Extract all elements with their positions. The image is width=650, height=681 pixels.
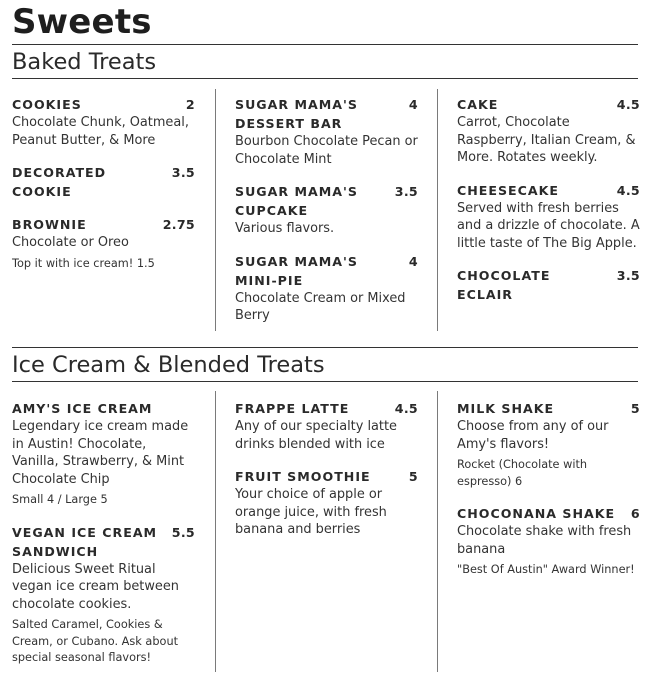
menu-item [12, 523, 195, 667]
menu-item-price: 4.5 [616, 97, 640, 112]
menu-item-name: BROWNIE [12, 217, 87, 232]
menu-item-name: CAKE [457, 97, 499, 112]
column-divider [437, 391, 438, 672]
menu-item [235, 182, 418, 238]
menu-item-description: Legendary ice cream made in Austin! Chocolate, Vanilla, Strawberry, & Mint Chocolate Chip [12, 419, 189, 487]
menu-item-price: 5.5 [171, 524, 195, 540]
menu-item-header [12, 95, 195, 114]
menu-item-price: 4 [408, 253, 418, 269]
menu-item-description: Chocolate Chunk, Oatmeal, Peanut Butter, & More [12, 115, 189, 148]
menu-item-name: AMY'S ICE CREAM [12, 401, 153, 416]
column-divider [437, 89, 438, 331]
menu-item-description: Your choice of apple or orange juice, with fresh banana and berries [235, 487, 387, 537]
menu-item-price: 5 [408, 469, 418, 484]
menu-item [12, 215, 195, 272]
menu-item-note: Top it with ice cream! 1.5 [12, 256, 155, 270]
menu-item-name: DECORATED COOKIE [12, 165, 107, 199]
menu-item-description: Carrot, Chocolate Raspberry, Italian Cream, & More. Rotates weekly. [457, 115, 636, 165]
section-title-ice-cream: Ice Cream & Blended Treats [12, 352, 325, 378]
menu-item-note: Small 4 / Large 5 [12, 493, 108, 506]
menu-item [12, 95, 195, 149]
menu-item-description: Various flavors. [235, 221, 335, 236]
section-rule-ice-cream-top [12, 347, 638, 348]
menu-item-price: 3.5 [171, 165, 195, 180]
menu-item-name: FRAPPE LATTE [235, 401, 350, 416]
menu-item [12, 163, 195, 201]
menu-item-name: FRUIT SMOOTHIE [235, 469, 371, 484]
menu-item-name: CHOCOLATE ECLAIR [457, 268, 551, 302]
menu-item-name: MILK SHAKE [457, 401, 555, 416]
menu-item-header [235, 252, 418, 290]
menu-item [457, 399, 640, 490]
menu-item [235, 399, 418, 453]
menu-item-note: "Best Of Austin" Award Winner! [457, 563, 635, 576]
menu-item-header [457, 95, 640, 114]
menu-item-header [12, 399, 195, 418]
menu-column [235, 399, 418, 553]
menu-item-description: Bourbon Chocolate Pecan or Chocolate Mint [235, 134, 418, 167]
menu-item-header [12, 215, 195, 234]
menu-item-name: COOKIES [12, 97, 82, 112]
menu-item-price: 6 [630, 506, 640, 521]
menu-item-description: Any of our specialty latte drinks blended with ice [235, 419, 397, 452]
menu-item-description: Choose from any of our Amy's flavors! [457, 419, 609, 452]
menu-column [457, 95, 640, 318]
menu-item-name: VEGAN ICE CREAM SANDWICH [12, 524, 158, 559]
menu-item [457, 266, 640, 304]
menu-item-name: CHEESECAKE [457, 182, 560, 198]
menu-item-name: SUGAR MAMA'S DESSERT BAR [235, 97, 358, 131]
menu-item-price: 4.5 [616, 182, 640, 198]
menu-item-description: Chocolate Cream or Mixed Berry [235, 290, 406, 323]
menu-item-header [12, 163, 195, 201]
menu-item [235, 95, 418, 168]
section-rule-baked-treats [12, 78, 638, 79]
menu-item [457, 95, 640, 167]
section-title-baked-treats: Baked Treats [12, 49, 157, 75]
menu-item-name: CHOCONANA SHAKE [457, 506, 616, 521]
column-divider [215, 391, 216, 672]
menu-item-header [235, 182, 418, 220]
page-title: Sweets [12, 2, 152, 42]
menu-item-name: SUGAR MAMA'S CUPCAKE [235, 184, 358, 218]
menu-column [12, 95, 195, 286]
menu-item [457, 504, 640, 579]
menu-item-price: 2 [185, 97, 195, 112]
menu-item-price: 2.75 [162, 217, 195, 232]
menu-column [12, 399, 195, 681]
menu-item [235, 467, 418, 539]
menu-item [457, 181, 640, 253]
menu-item-header [457, 266, 640, 304]
menu-item-header [12, 523, 195, 561]
menu-column [235, 95, 418, 339]
menu-item-description: Delicious Sweet Ritual vegan ice cream between chocolate cookies. [12, 561, 179, 612]
menu-item-description: Chocolate shake with fresh banana [457, 524, 632, 557]
menu-item-header [457, 181, 640, 200]
menu-item-price: 3.5 [394, 184, 418, 199]
menu-column [457, 399, 640, 593]
menu-item-description: Served with fresh berries and a drizzle of chocolate. A little taste of The Big Apple. [457, 200, 640, 251]
menu-item-price: 3.5 [616, 268, 640, 283]
menu-item-price: 4.5 [394, 401, 418, 416]
section-rule-ice-cream [12, 381, 638, 382]
menu-item-description: Chocolate or Oreo [12, 235, 129, 250]
menu-item-price: 4 [408, 97, 418, 112]
menu-item-note: Rocket (Chocolate with espresso) 6 [457, 458, 588, 488]
title-rule [12, 44, 638, 45]
column-divider [215, 89, 216, 331]
menu-item-header [235, 399, 418, 418]
menu-item-header [457, 504, 640, 523]
menu-item-note: Salted Caramel, Cookies & Cream, or Cubano. Ask about special seasonal flavors! [12, 618, 179, 664]
menu-item-header [235, 95, 418, 133]
menu-item-name: SUGAR MAMA'S MINI-PIE [235, 253, 358, 288]
menu-item [12, 399, 195, 509]
menu-item-header [235, 467, 418, 486]
menu-item-header [457, 399, 640, 418]
menu-item [235, 252, 418, 325]
menu-item-price: 5 [630, 401, 640, 416]
